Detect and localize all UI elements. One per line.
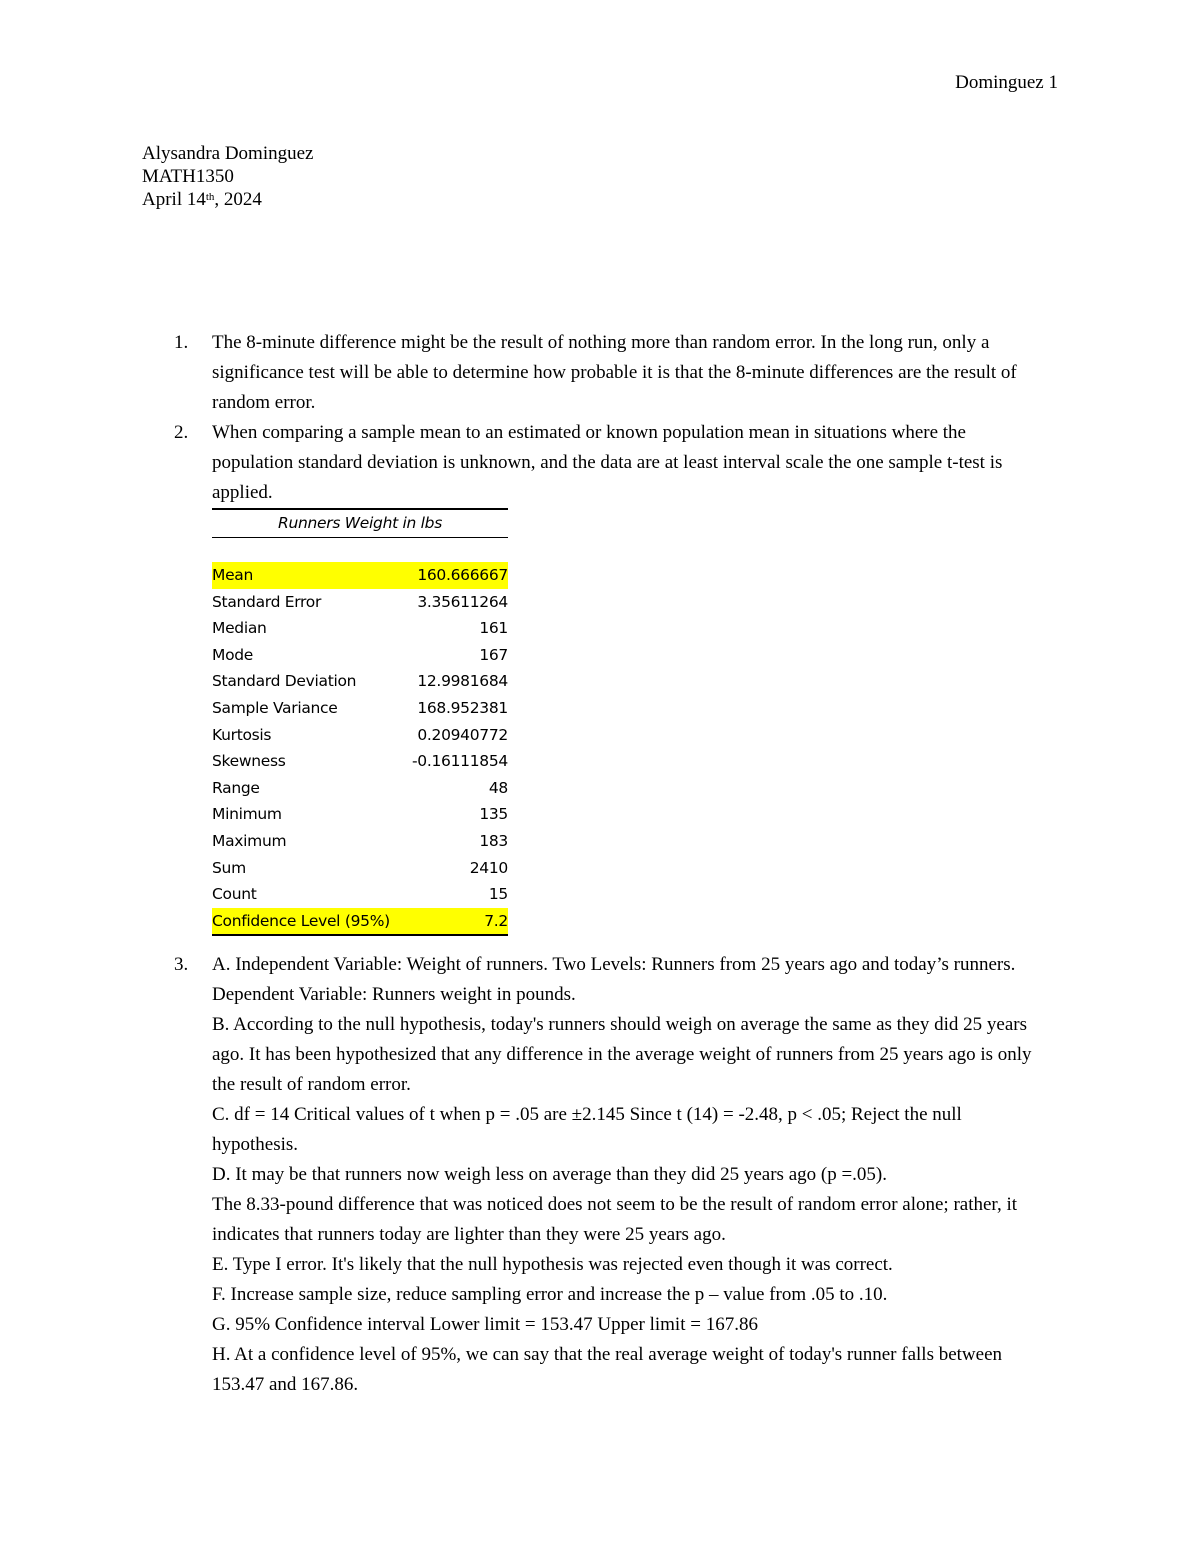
stats-row xyxy=(212,908,508,936)
stats-label: Range xyxy=(212,778,260,797)
stats-label: Skewness xyxy=(212,752,286,771)
answer-number: 1. xyxy=(174,332,189,353)
stats-value: 12.9981684 xyxy=(417,672,508,691)
stats-label: Maximum xyxy=(212,831,287,850)
stats-row xyxy=(212,642,508,669)
stats-row xyxy=(212,775,508,802)
stats-label: Mode xyxy=(212,645,254,664)
course-code: MATH1350 xyxy=(142,166,234,187)
answer-number: 3. xyxy=(174,954,189,976)
stats-label: Sum xyxy=(212,858,246,877)
author-block xyxy=(142,142,313,211)
stats-row xyxy=(212,722,508,749)
stats-label: Kurtosis xyxy=(212,725,272,744)
stats-label: Minimum xyxy=(212,805,282,824)
author-name: Alysandra Dominguez xyxy=(142,143,314,164)
stats-row xyxy=(212,695,508,722)
stats-value: 0.20940772 xyxy=(417,725,508,744)
stats-value: 167 xyxy=(479,645,508,664)
answer-3d: D. It may be that runners now weigh less on average than they did 25 years ago (p =.05). xyxy=(212,1164,888,1186)
stats-label: Mean xyxy=(212,562,404,589)
stats-value: 2410 xyxy=(469,858,508,877)
stats-label: Confidence Level (95%) xyxy=(212,908,404,936)
stats-value: 15 xyxy=(488,885,508,904)
answer-3e: E. Type I error. It's likely that the null hypothesis was rejected even though it was correct. xyxy=(212,1254,893,1276)
stats-label: Count xyxy=(212,885,257,904)
date-ordinal: th xyxy=(205,191,215,203)
answer-number: 2. xyxy=(174,422,189,443)
stats-label: Sample Variance xyxy=(212,698,338,717)
page-header-label: Dominguez 1 xyxy=(955,72,1058,93)
stats-label: Standard Deviation xyxy=(212,672,357,691)
stats-value: 183 xyxy=(479,831,508,850)
stats-label: Standard Error xyxy=(212,592,322,611)
answer-3c: C. df = 14 Critical values of t when p = .05 are ±2.145 Since t (14) = -2.48, p < .05; Reject the null hypothesis. xyxy=(212,1104,962,1156)
stats-value: -0.16111854 xyxy=(412,752,508,771)
answer-list xyxy=(0,328,1200,1400)
stats-row xyxy=(212,881,508,908)
answer-item-2 xyxy=(174,418,1042,508)
stats-value: 7.2 xyxy=(404,908,508,936)
stats-value: 3.35611264 xyxy=(417,592,508,611)
stats-row xyxy=(212,748,508,775)
stats-value: 48 xyxy=(488,778,508,797)
stats-row xyxy=(212,668,508,695)
stats-value: 168.952381 xyxy=(417,698,508,717)
answer-3f: F. Increase sample size, reduce sampling error and increase the p – value from .05 to .10. xyxy=(212,1284,888,1306)
stats-table-body xyxy=(212,538,508,936)
date-year: , 2024 xyxy=(214,189,262,210)
stats-row xyxy=(212,562,508,589)
stats-table-wrapper xyxy=(212,508,508,936)
submission-date xyxy=(142,188,313,211)
answer-text: The 8-minute difference might be the result of nothing more than random error. In the long run, only a significance test will be able to determine how probable it is that the 8-minute differences are the result of random error. xyxy=(212,332,1017,413)
stats-row xyxy=(212,615,508,642)
descriptive-stats-table xyxy=(212,508,508,936)
stats-table-title: Runners Weight in lbs xyxy=(212,509,508,538)
stats-row xyxy=(212,801,508,828)
answer-3g: G. 95% Confidence interval Lower limit = 153.47 Upper limit = 167.86 xyxy=(212,1314,758,1336)
answer-3h: H. At a confidence level of 95%, we can say that the real average weight of today's runner falls between 153.47 and 167.86. xyxy=(212,1344,1003,1396)
answer-item-3 xyxy=(174,950,1042,1400)
stats-row xyxy=(212,828,508,855)
stats-label: Median xyxy=(212,619,267,638)
stats-row xyxy=(212,589,508,616)
stats-value: 160.666667 xyxy=(404,562,508,589)
stats-value: 161 xyxy=(479,619,508,638)
stats-value: 135 xyxy=(479,805,508,824)
answer-text: When comparing a sample mean to an estimated or known population mean in situations where the population standard deviation is unknown, and the data are at least interval scale the one sample t-test is applied. xyxy=(212,422,1003,503)
date-text: April 14 xyxy=(142,189,206,210)
stats-row xyxy=(212,855,508,882)
answer-3a: A. Independent Variable: Weight of runners. Two Levels: Runners from 25 years ago and today’s runners. Dependent Variable: Runners weight in pounds. xyxy=(212,954,1016,1006)
answer-item-1 xyxy=(174,328,1042,418)
answer-3b: B. According to the null hypothesis, today's runners should weigh on average the same as they did 25 years ago. It has been hypothesized that any difference in the average weight of runners from 25 years ago is only the result of random error. xyxy=(212,1014,1032,1096)
answer-3d-continued: The 8.33-pound difference that was noticed does not seem to be the result of random error alone; rather, it indicates that runners today are lighter than they were 25 years ago. xyxy=(212,1194,1018,1246)
